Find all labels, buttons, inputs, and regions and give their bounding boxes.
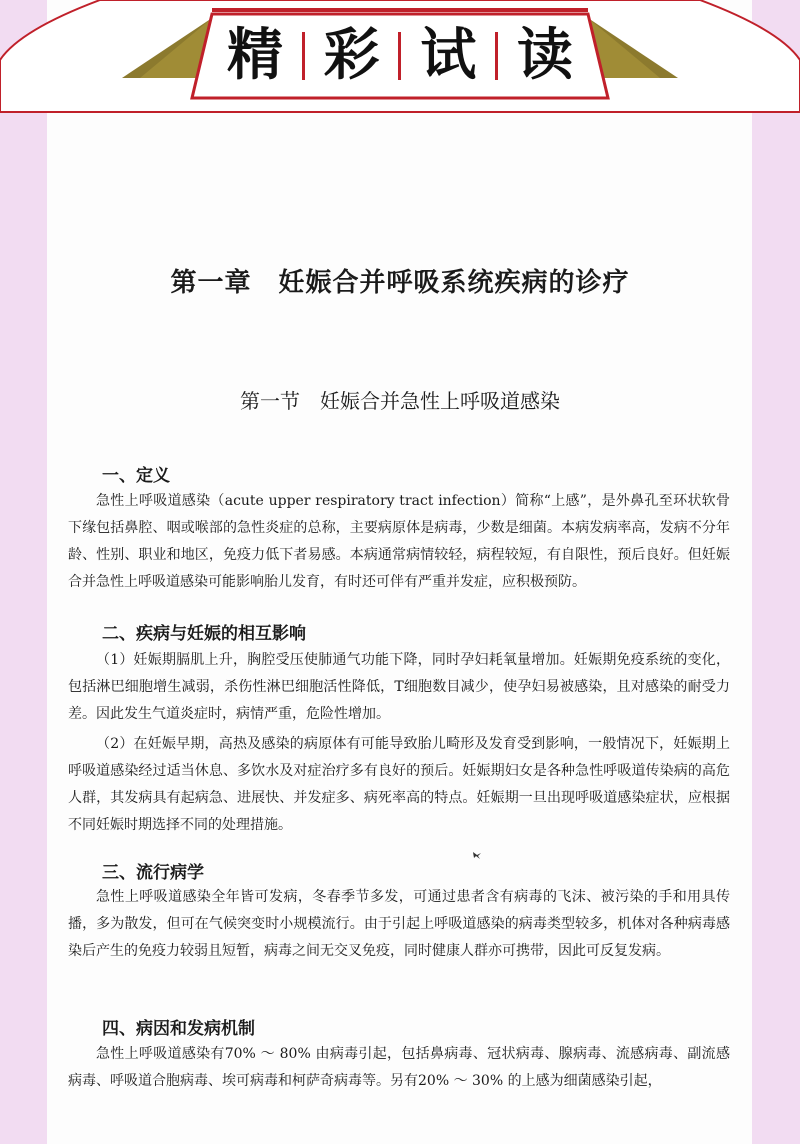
- banner-char-1: 精: [227, 23, 283, 88]
- section-title: 第一节 妊娠合并急性上呼吸道感染: [240, 389, 560, 413]
- banner-char-3: 试: [420, 23, 477, 88]
- banner-char-2: 彩: [323, 23, 380, 88]
- paragraph-interaction-1: （1）妊娠期膈肌上升，胸腔受压使肺通气功能下降，同时孕妇耗氧量增加。妊娠期免疫系统的变化，包括淋巴细胞增生减弱，杀伤性淋巴细胞活性降低，T细胞数目减少，使孕妇易被感染，且对感染的耐受力差。因此发生气道炎症时，病情严重，危险性增加。: [68, 652, 730, 722]
- heading-definition: 一、定义: [102, 466, 170, 486]
- heading-epidemiology: 三、流行病学: [102, 863, 204, 883]
- paragraph-definition: 急性上呼吸道感染（acute upper respiratory tract infection）简称“上感”，是外鼻孔至环状软骨下缘包括鼻腔、咽或喉部的急性炎症的总称，主要病原体是病毒，少数是细菌。本病发病率高，发病不分年龄、性别、职业和地区，免疫力低下者易感。本病通常病情较轻，病程较短，有自限性，预后良好。但妊娠合并急性上呼吸道感染可能影响胎儿发育，有时还可伴有严重并发症，应积极预防。: [68, 493, 730, 590]
- paragraph-etiology: 急性上呼吸道感染有70% ～ 80% 由病毒引起，包括鼻病毒、冠状病毒、腺病毒、流感病毒、副流感病毒、呼吸道合胞病毒、埃可病毒和柯萨奇病毒等。另有20% ～ 30% 的上感为细菌感染引起，: [68, 1046, 730, 1089]
- banner-divider: [302, 32, 305, 80]
- scan-speck-mark: [472, 850, 482, 860]
- banner-divider: [495, 32, 498, 80]
- paragraph-interaction-2: （2）在妊娠早期，高热及感染的病原体有可能导致胎儿畸形及发育受到影响，一般情况下，妊娠期上呼吸道感染经过适当休息、多饮水及对症治疗多有良好的预后。妊娠期妇女是各种急性呼吸道传染病的高危人群，其发病具有起病急、进展快、并发症多、病死率高的特点。妊娠期一旦出现呼吸道感染症状，应根据不同妊娠时期选择不同的处理措施。: [68, 736, 730, 833]
- paragraph-epidemiology: 急性上呼吸道感染全年皆可发病，冬春季节多发，可通过患者含有病毒的飞沫、被污染的手和用具传播，多为散发，但可在气候突变时小规模流行。由于引起上呼吸道感染的病毒类型较多，机体对各种病毒感染后产生的免疫力较弱且短暂，病毒之间无交叉免疫，同时健康人群亦可携带，因此可反复发病。: [68, 889, 730, 959]
- banner: [0, 0, 800, 120]
- chapter-title: 第一章 妊娠合并呼吸系统疾病的诊疗: [170, 268, 630, 298]
- banner-divider: [398, 32, 401, 80]
- heading-etiology: 四、病因和发病机制: [102, 1019, 255, 1039]
- heading-interaction: 二、疾病与妊娠的相互影响: [102, 624, 306, 644]
- banner-title: [215, 18, 585, 94]
- banner-char-4: 读: [516, 23, 573, 88]
